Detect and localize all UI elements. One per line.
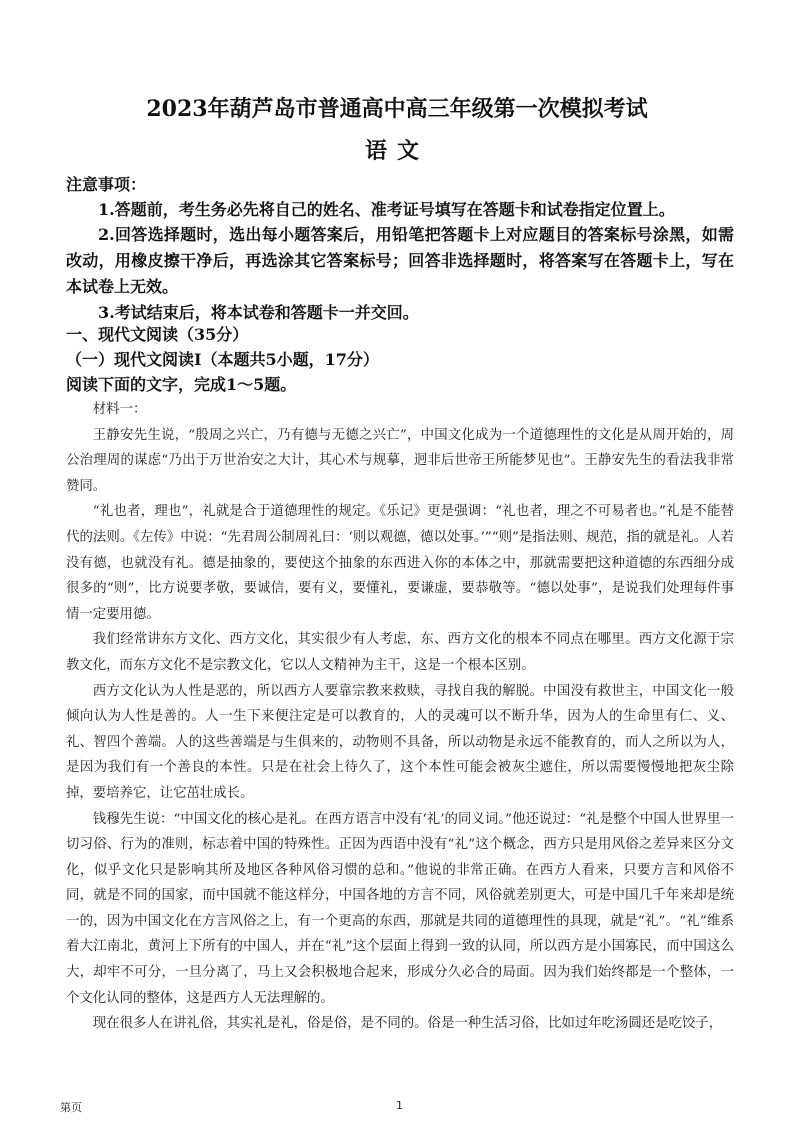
notice-item: 3.考试结束后，将本试卷和答题卡一并交回。 bbox=[98, 303, 419, 322]
notice-list bbox=[66, 197, 734, 325]
material-paragraph: 现在很多人在讲礼俗，其实礼是礼，俗是俗，是不同的。俗是一种生活习俗，比如过年吃汤圆还是吃饺子， bbox=[92, 1016, 723, 1032]
exam-title: 2023年葫芦岛市普通高中高三年级第一次模拟考试 bbox=[146, 96, 648, 122]
notice-item: 2.回答选择题时，选出每小题答案后，用铅笔把答题卡上对应题目的答案标号涂黑，如需改动，用橡皮擦干净后，再选涂其它答案标号；回答非选择题时，将答案写在答题卡上，写在本试卷上无效。 bbox=[66, 225, 734, 296]
material-paragraph: 西方文化认为人性是恶的，所以西方人要靠宗教来救赎，寻找自我的解脱。中国没有救世主，中国文化一般倾向认为人性是善的。人一生下来便注定是可以教育的，人的灵魂可以不断升华，因为人的生命里有仁、义、礼、智四个善端。人的这些善端是与生俱来的，动物则不具备，所以动物是永远不能教育的，而人之所以为人，是因为我们有一个善良的本性。只是在社会上待久了，这个本性可能会被灰尘遮住，所以需要慢慢地把灰尘除掉，要培养它，让它茁壮成长。 bbox=[66, 683, 734, 801]
material-text bbox=[66, 397, 734, 1037]
material-paragraph: “礼也者，理也”，礼就是合于道德理性的规定。《乐记》更是强调：“礼也者，理之不可易者也。”礼是不能替代的法则。《左传》中说：“先君周公制周礼曰：‘则以观德，德以处事。’”“则”是指法则、规范，指的就是礼。人若没有德，也就没有礼。德是抽象的，要使这个抽象的东西进入你的本体之中，那就需要把这种道德的东西细分成很多的“则”，比方说要孝敬，要诚信，要有义，要懂礼，要谦虚，要恭敬等。“德以处事”，是说我们处理每件事情一定要用德。 bbox=[66, 504, 734, 622]
reading-instruction: 阅读下面的文字，完成1～5题。 bbox=[66, 375, 297, 394]
material-paragraph: 我们经常讲东方文化、西方文化，其实很少有人考虑，东、西方文化的根本不同点在哪里。西方文化源于宗教文化，而东方文化不是宗教文化，它以人文精神为主干，这是一个根本区别。 bbox=[66, 632, 734, 673]
footer-page-label: 第页 bbox=[60, 1101, 82, 1114]
notice-item: 1.答题前，考生务必先将自己的姓名、准考证号填写在答题卡和试卷指定位置上。 bbox=[98, 200, 675, 219]
material-label: 材料一： bbox=[92, 402, 147, 417]
notice-heading: 注意事项： bbox=[66, 175, 147, 194]
material-paragraph: 王静安先生说，“殷周之兴亡，乃有德与无德之兴亡”，中国文化成为一个道德理性的文化是从周开始的，周公治理周的谋虑“乃出于万世治安之大计，其心术与规摹，迥非后世帝王所能梦见也”。王静安先生的看法我非常赞同。 bbox=[66, 427, 734, 494]
footer-page-number: 1 bbox=[396, 1099, 403, 1112]
section-header bbox=[66, 322, 734, 397]
part-heading: 一、现代文阅读（35分） bbox=[66, 325, 249, 344]
subpart-heading: （一）现代文阅读Ⅰ（本题共5小题，17分） bbox=[66, 350, 379, 369]
material-paragraph: 钱穆先生说：“中国文化的核心是礼。在西方语言中没有‘礼’的同义词。”他还说过：“礼是整个中国人世界里一切习俗、行为的准则，标志着中国的特殊性。正因为西语中没有“礼”这个概念，西方只是用风俗之差异来区分文化，似乎文化只是影响其所及地区各种风俗习惯的总和。”他说的非常正确。在西方人看来，只要方言和风俗不同，就是不同的国家，而中国就不能这样分，中国各地的方言不同，风俗就差别更大，可是中国几千年来却是统一的，因为中国文化在方言风俗之上，有一个更高的东西，那就是共同的道德理性的具现，就是“礼”。“礼”维系着大江南北，黄河上下所有的中国人，并在“礼”这个层面上得到一致的认同，所以西方是小国寡民，而中国这么大，却牢不可分，一旦分离了，马上又会积极地合起来，形成分久必合的局面。因为我们始终都是一个整体，一个文化认同的整体，这是西方人无法理解的。 bbox=[66, 811, 734, 1006]
subject-title: 语文 bbox=[364, 138, 429, 164]
